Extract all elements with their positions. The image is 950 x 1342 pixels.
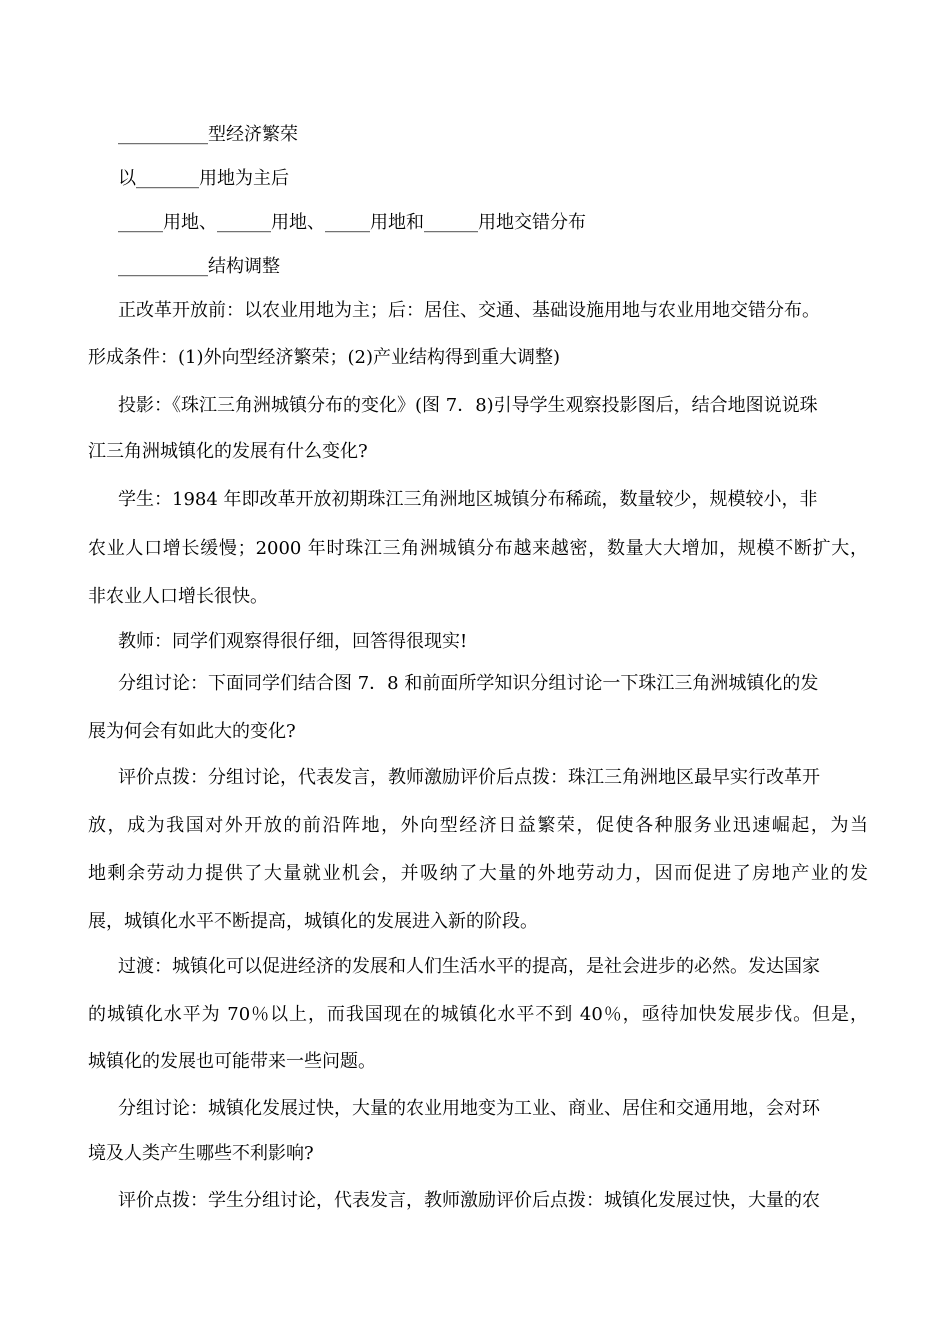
paragraph-line: 非农业人口增长很快。 [88,586,268,607]
paragraph-line: 分组讨论：下面同学们结合图 7．8 和前面所学知识分组讨论一下珠江三角洲城镇化的发 [118,673,819,694]
paragraph-line: 的城镇化水平为 70％以上，而我国现在的城镇化水平不到 40％，亟待加快发展步伐。但是， [88,1004,868,1025]
paragraph-line: 评价点拨：学生分组讨论，代表发言，教师激励评价后点拨：城镇化发展过快，大量的农 [118,1190,820,1211]
paragraph-line: 展为何会有如此大的变化? [88,721,296,742]
paragraph-line: 形成条件：(1)外向型经济繁荣；(2)产业结构得到重大调整) [88,347,561,368]
fill-blank-line: __________结构调整 [118,256,280,277]
paragraph-line: 境及人类产生哪些不利影响? [88,1143,314,1164]
paragraph-line: 教师：同学们观察得很仔细，回答得很现实! [118,631,468,652]
fill-blank-line: 以_______用地为主后 [118,168,289,189]
paragraph-line: 农业人口增长缓慢；2000 年时珠江三角洲城镇分布越来越密，数量大大增加，规模不断扩大， [88,538,868,559]
paragraph-line: 评价点拨：分组讨论，代表发言，教师激励评价后点拨：珠江三角洲地区最早实行改革开 [118,767,820,788]
paragraph-line: 地剩余劳动力提供了大量就业机会，并吸纳了大量的外地劳动力，因而促进了房地产业的发 [88,863,868,884]
paragraph-line: 投影：《珠江三角洲城镇分布的变化》(图 7．8)引导学生观察投影图后，结合地图说说珠 [118,395,818,416]
paragraph-line: 学生：1984 年即改革开放初期珠江三角洲地区城镇分布稀疏，数量较少，规模较小，非 [118,489,818,510]
paragraph-line: 江三角洲城镇化的发展有什么变化? [88,441,368,462]
paragraph-line: 分组讨论：城镇化发展过快，大量的农业用地变为工业、商业、居住和交通用地，会对环 [118,1098,820,1119]
fill-blank-line: __________型经济繁荣 [118,124,298,145]
paragraph-line: 放，成为我国对外开放的前沿阵地，外向型经济日益繁荣，促使各种服务业迅速崛起，为当 [88,815,868,836]
paragraph-line: 过渡：城镇化可以促进经济的发展和人们生活水平的提高，是社会进步的必然。发达国家 [118,956,820,977]
paragraph-line: 正改革开放前：以农业用地为主；后：居住、交通、基础设施用地与农业用地交错分布。 [118,300,820,321]
paragraph-line: 展，城镇化水平不断提高，城镇化的发展进入新的阶段。 [88,911,538,932]
fill-blank-line: _____用地、______用地、_____用地和______用地交错分布 [118,212,586,233]
paragraph-line: 城镇化的发展也可能带来一些问题。 [88,1051,376,1072]
